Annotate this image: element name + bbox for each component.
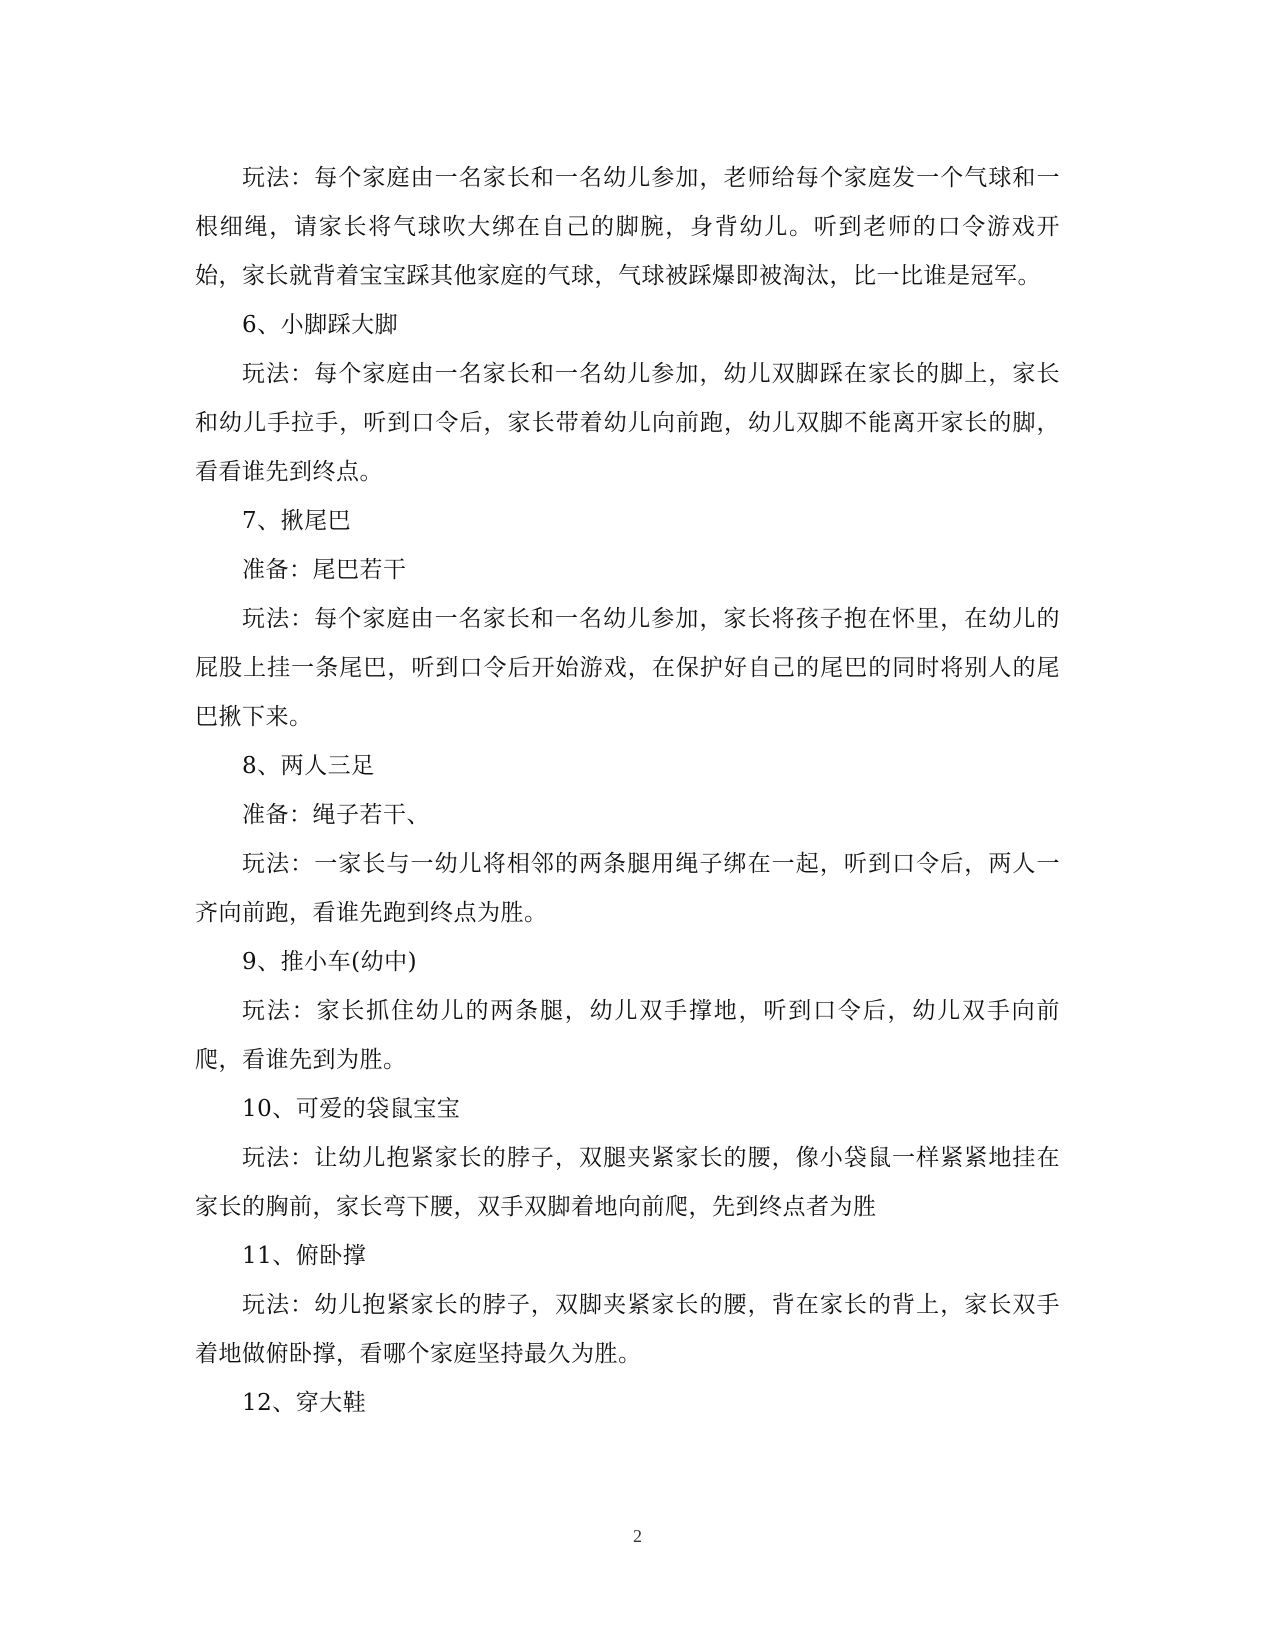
paragraph-game-8-rules: 玩法：一家长与一幼儿将相邻的两条腿用绳子绑在一起，听到口令后，两人一齐向前跑，看谁先跑到终点为胜。 <box>195 851 1060 926</box>
paragraph-game-8-prep: 准备：绳子若干、 <box>242 802 430 828</box>
heading-game-7: 7、揪尾巴 <box>242 508 352 534</box>
heading-game-8: 8、两人三足 <box>242 753 375 779</box>
heading-game-6: 6、小脚踩大脚 <box>242 312 399 338</box>
paragraph-game-10-rules: 玩法：让幼儿抱紧家长的脖子，双腿夹紧家长的腰，像小袋鼠一样紧紧地挂在家长的胸前，家长弯下腰，双手双脚着地向前爬，先到终点者为胜 <box>195 1145 1060 1220</box>
paragraph-game-11-rules: 玩法：幼儿抱紧家长的脖子，双脚夹紧家长的腰，背在家长的背上，家长双手着地做俯卧撑，看哪个家庭坚持最久为胜。 <box>195 1292 1060 1367</box>
paragraph-game-7-prep: 准备：尾巴若干 <box>242 557 407 583</box>
paragraph-game-9-rules: 玩法：家长抓住幼儿的两条腿，幼儿双手撑地，听到口令后，幼儿双手向前爬，看谁先到为胜。 <box>195 998 1060 1073</box>
paragraph-game-6-rules: 玩法：每个家庭由一名家长和一名幼儿参加，幼儿双脚踩在家长的脚上，家长和幼儿手拉手，听到口令后，家长带着幼儿向前跑，幼儿双脚不能离开家长的脚，看看谁先到终点。 <box>195 361 1060 485</box>
heading-game-9: 9、推小车(幼中) <box>242 949 418 975</box>
document-body <box>195 154 1060 1428</box>
paragraph-balloon-rules: 玩法：每个家庭由一名家长和一名幼儿参加，老师给每个家庭发一个气球和一根细绳，请家长将气球吹大绑在自己的脚腕，身背幼儿。听到老师的口令游戏开始，家长就背着宝宝踩其他家庭的气球，气球被踩爆即被淘汰，比一比谁是冠军。 <box>195 165 1060 289</box>
heading-game-10: 10、可爱的袋鼠宝宝 <box>242 1096 461 1122</box>
heading-game-11: 11、俯卧撑 <box>242 1243 367 1269</box>
page-number: 2 <box>633 1526 642 1546</box>
paragraph-game-7-rules: 玩法：每个家庭由一名家长和一名幼儿参加，家长将孩子抱在怀里，在幼儿的屁股上挂一条尾巴，听到口令后开始游戏，在保护好自己的尾巴的同时将别人的尾巴揪下来。 <box>195 606 1060 730</box>
heading-game-12: 12、穿大鞋 <box>242 1390 367 1416</box>
